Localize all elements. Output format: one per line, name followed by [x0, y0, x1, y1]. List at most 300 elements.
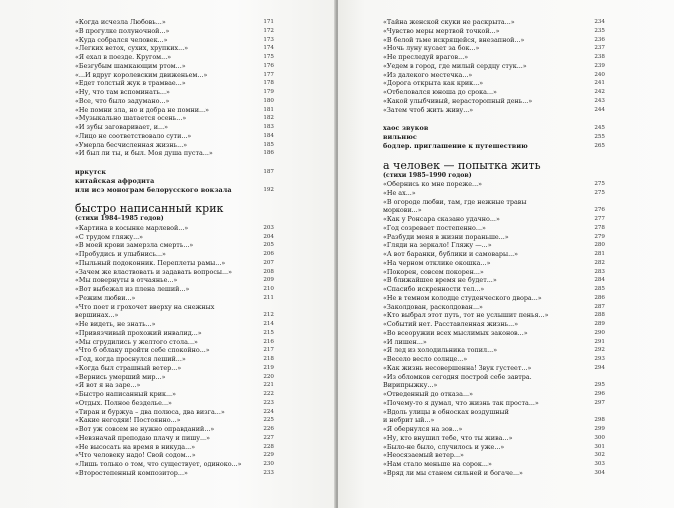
entry-title: «Невзначай преподаю плачу и пишу...»: [75, 433, 210, 442]
entry-title: «В огороде любви, там, где нежные травы: [383, 197, 527, 206]
page-number: 243: [594, 97, 605, 104]
toc-entry: [383, 276, 605, 285]
toc-entry: [383, 416, 605, 425]
page-number: 230: [263, 461, 274, 467]
page-number: 206: [263, 251, 274, 257]
toc-entry: [75, 141, 274, 150]
toc-entry: [75, 329, 274, 338]
page-number: 304: [594, 469, 605, 476]
page-number: 265: [594, 142, 605, 149]
page-number: 284: [594, 277, 605, 284]
toc-entry: [75, 123, 274, 132]
page-number: 180: [263, 97, 274, 104]
toc-entry: [75, 241, 274, 250]
toc-entry: [383, 224, 605, 233]
page-number: 255: [594, 134, 605, 140]
toc-entry: [75, 460, 274, 469]
page-number: 290: [594, 329, 605, 336]
toc-entry: [75, 311, 274, 320]
entry-title: «Второстепенный композитор...»: [75, 468, 188, 477]
entry-title: «...И вдруг королевским движеньем...»: [75, 70, 208, 79]
entry-title: «Мы сгрудились у желтого стола...»: [75, 337, 198, 346]
entry-title: «Кто выбрал этот путь, тот не услышит пенья...»: [383, 311, 549, 320]
toc-entry: [383, 180, 605, 189]
page-number: 296: [594, 391, 605, 397]
left-toc: [75, 18, 274, 478]
toc-entry: [75, 88, 274, 97]
right-plain-entries: [383, 124, 605, 150]
entry-title: «С трудом гляжу...»: [75, 232, 144, 241]
entry-title: «Пыльный подоконник. Переплеты рамы...»: [75, 258, 226, 267]
page-number: 186: [263, 150, 274, 157]
spacer: [75, 194, 274, 202]
entry-title: «Дорога открыта как крик...»: [383, 79, 484, 88]
toc-entry: [75, 106, 274, 115]
toc-entry: [75, 62, 274, 71]
entry-title: «Умерла бесчисленная жизнь...»: [75, 140, 188, 149]
right-page: [338, 0, 674, 508]
entry-title: «Год, когда проснулся леший...»: [75, 355, 186, 363]
page-number: 222: [263, 391, 274, 397]
section-title: а человек — попытка жить: [383, 158, 541, 172]
entry-title: «Привязчивый прохожий инвалид...»: [75, 328, 202, 337]
page-number: 238: [594, 54, 605, 60]
entry-title: «Тиран и буржуа – два полюса, два визга...»: [75, 407, 225, 416]
page-number: 173: [263, 36, 274, 43]
toc-entry: [383, 451, 605, 460]
page-number: 212: [263, 312, 274, 319]
toc-entry: [75, 408, 274, 417]
entry-title: «Лишь только о том, что существует, одиноко...»: [75, 460, 242, 468]
entry-title: «Затем чтоб жить живу...»: [383, 105, 474, 114]
page-number: 242: [594, 89, 605, 95]
entry-title: «Покорен, совсем покорен...»: [383, 267, 484, 276]
toc-entry: [75, 114, 274, 123]
entry-title: «Я обернулся на зов...»: [383, 425, 463, 433]
toc-entry: [383, 320, 605, 329]
page-number: 215: [263, 329, 274, 336]
left-entries-top: [75, 18, 274, 158]
toc-entry: [383, 198, 605, 207]
entry-title: «Чувство меры мертвой точкой...»: [383, 26, 500, 35]
entry-title: «А вот баранки, бублики и самовары...»: [383, 250, 519, 258]
page-number: 204: [263, 233, 274, 240]
entry-title: «Что поет и грохочет вверху на снежных: [75, 302, 215, 311]
entry-title: «Едет толстый жук в трамвае...»: [75, 79, 186, 88]
page-number: 209: [263, 277, 274, 284]
entry-title: «Что человеку надо! Свой содом...»: [75, 451, 196, 460]
page-number: 295: [594, 382, 605, 389]
toc-entry: [383, 250, 605, 259]
right-entries-top: [383, 18, 605, 114]
toc-entry: [383, 18, 605, 27]
entry-title: «Отбеловался юноша до срока...»: [383, 88, 497, 96]
left-plain-entries: [75, 168, 274, 194]
page-number: 281: [594, 251, 605, 257]
page-number: 172: [263, 27, 274, 34]
entry-title: моркови...»: [383, 206, 422, 215]
page-number: 224: [263, 408, 274, 415]
page-number: 218: [263, 356, 274, 362]
entry-title: «В ближайшее время не будет...»: [383, 276, 497, 285]
page-number: 225: [263, 417, 274, 424]
page-number: 300: [594, 434, 605, 441]
page-number: 176: [263, 62, 274, 69]
toc-section-entry: [75, 186, 274, 195]
toc-entry: [383, 53, 605, 62]
page-number: 179: [263, 89, 274, 95]
toc-entry: [383, 294, 605, 303]
spacer: [383, 114, 605, 124]
toc-entry: [75, 416, 274, 425]
page-number: 293: [594, 356, 605, 362]
page-number: 277: [594, 216, 605, 222]
page-number: 291: [594, 338, 605, 345]
toc-entry: [75, 399, 274, 408]
entry-title: «Ну, кто внушил тебе, что ты жива...»: [383, 433, 513, 442]
toc-entry: [383, 189, 605, 198]
page-number: 223: [263, 399, 274, 406]
page-number: 175: [263, 54, 274, 60]
page-number: 184: [263, 132, 274, 139]
page-number: 292: [594, 347, 605, 354]
toc-entry: [383, 88, 605, 97]
entry-title: «Как жизнь несовершенна! Звук густеет...»: [383, 363, 532, 372]
page-number: 210: [263, 286, 274, 292]
page-number: 187: [263, 169, 274, 175]
entry-title: «Во всеоружии всех мыслимых законов...»: [383, 328, 528, 337]
entry-title: «Музыкально шатается осень...»: [75, 114, 187, 123]
entry-title: бодлер. приглашение к путешествию: [383, 141, 528, 150]
page-number: 279: [594, 233, 605, 240]
entry-title: «Вот выбежал из плена леший...»: [75, 285, 190, 293]
page-number: 228: [263, 443, 274, 450]
entry-title: «Событий нет. Расставленная жизнь...»: [383, 320, 519, 328]
toc-entry: [383, 434, 605, 443]
toc-entry: [75, 18, 274, 27]
page-number: 282: [594, 259, 605, 266]
entry-title: «Ночь луну кусает за бок...»: [383, 44, 480, 53]
page-number: 221: [263, 382, 274, 389]
entry-title: «Из далекого местечка...»: [383, 70, 473, 79]
toc-entry: [75, 53, 274, 62]
toc-entry: [383, 259, 605, 268]
page-number: 286: [594, 294, 605, 301]
toc-entry: [383, 338, 605, 347]
toc-entry: [75, 71, 274, 80]
page-number: 297: [594, 399, 605, 406]
toc-entry: [383, 241, 605, 250]
entry-title: «Не помни зла, но и добра не помни...»: [75, 105, 210, 114]
entry-title: «И был ли ты, и был. Моя душа пуста...»: [75, 149, 213, 158]
entry-title: хаос звуков: [383, 124, 429, 133]
entry-title: «Я лед из холодильника топил...»: [383, 346, 498, 355]
toc-entry: [383, 390, 605, 399]
toc-entry: [383, 364, 605, 373]
toc-entry: [75, 364, 274, 373]
entry-title: «Пробудись и улыбнись...»: [75, 250, 166, 258]
toc-entry: [75, 259, 274, 268]
entry-title: «Какие негодяи! Постоянно...»: [75, 416, 181, 425]
toc-entry: [75, 233, 274, 242]
entry-title: «Не преследуй врагов...»: [383, 53, 469, 61]
entry-title: «Год созревает постепенно...»: [383, 223, 486, 232]
entry-title: «Вернись умерший мир...»: [75, 372, 166, 381]
entry-title: «Почему-то я думал, что жизнь так проста...»: [383, 398, 539, 407]
page-number: 205: [263, 242, 274, 249]
right-entries-bottom: [383, 180, 605, 478]
spacer: [383, 151, 605, 159]
entry-title: «Что б облаку пройти себе спокойно...»: [75, 346, 210, 355]
toc-entry: [75, 303, 274, 312]
page-number: 302: [594, 452, 605, 459]
toc-entry: [383, 329, 605, 338]
entry-title: «Я вот я на заре...»: [75, 381, 141, 390]
entry-title: «Уедем в город, где милый сердцу стук...»: [383, 61, 527, 70]
page-number: 216: [263, 338, 274, 345]
toc-section-entry: [383, 124, 605, 133]
toc-entry: [383, 106, 605, 115]
page-number: 177: [263, 71, 274, 78]
toc-entry: [383, 215, 605, 224]
page-number: 287: [594, 303, 605, 310]
page-number: 207: [263, 259, 274, 266]
page-number: 298: [594, 417, 605, 424]
entry-title: «Разбуди меня в жизни пораньше...»: [383, 232, 509, 241]
page-number: 235: [594, 27, 605, 34]
toc-entry: [383, 408, 605, 417]
toc-entry: [75, 149, 274, 158]
toc-entry: [383, 425, 605, 434]
toc-entry: [383, 79, 605, 88]
page-number: 276: [594, 207, 605, 214]
entry-title: Вирипрыжку...»: [383, 381, 438, 390]
toc-entry: [383, 381, 605, 390]
toc-section-entry: [383, 142, 605, 151]
page-number: 289: [594, 321, 605, 327]
page-number: 233: [263, 469, 274, 476]
page-number: 208: [263, 268, 274, 275]
toc-entry: [75, 132, 274, 141]
entry-title: китайская афродита: [75, 176, 155, 185]
entry-title: «Я ехал в поезде. Кругом...»: [75, 53, 172, 61]
entry-title: «В прогулке полуночной...»: [75, 26, 170, 35]
page-number: 229: [263, 452, 274, 459]
toc-entry: [75, 268, 274, 277]
page-number: 211: [263, 294, 274, 301]
entry-title: «Картина в косынке марлевой...»: [75, 223, 189, 232]
page-number: 192: [263, 186, 274, 193]
toc-entry: [383, 268, 605, 277]
section-title: быстро написанный крик: [75, 202, 224, 216]
toc-entry: [383, 233, 605, 242]
entry-title: или исэ монограм белорусского вокзала: [75, 185, 232, 194]
entry-title: «Было-не было, случилось и уже...»: [383, 442, 505, 451]
toc-entry: [75, 250, 274, 259]
page-number: 240: [594, 71, 605, 78]
entry-title: «Вдоль улицы в обносках воздушный: [383, 407, 509, 416]
page-number: 236: [594, 36, 605, 43]
entry-title: «Отдых. Полное безделье...»: [75, 398, 172, 407]
entry-title: «Отведенный до отказа...»: [383, 390, 473, 398]
entry-title: «Гляди на зеркало! Гляжу —...»: [383, 241, 492, 250]
page-number: 278: [594, 224, 605, 231]
page-number: 171: [263, 19, 274, 25]
page-number: 203: [263, 224, 274, 231]
toc-entry: [383, 469, 605, 478]
page-number: 174: [263, 45, 274, 52]
toc-entry: [383, 285, 605, 294]
page-number: 294: [594, 364, 605, 371]
entry-title: «Когда исчезла Любовь...»: [75, 18, 166, 26]
toc-entry: [383, 311, 605, 320]
toc-entry: [383, 206, 605, 215]
entry-title: «И лишен...»: [383, 337, 427, 346]
toc-entry: [383, 27, 605, 36]
toc-entry: [75, 355, 274, 364]
entry-title: «Лицо не соответствовало сути...»: [75, 131, 192, 140]
spacer: [75, 158, 274, 168]
entry-title: «Обернись ко мне пореже...»: [383, 180, 483, 188]
entry-title: «В моей крови замерзла смерть...»: [75, 241, 194, 250]
entry-title: «Вот уж совсем не нужно оправданий...»: [75, 425, 215, 433]
entry-title: вильнюс: [383, 133, 417, 141]
page-number: 234: [594, 19, 605, 25]
page-number: 303: [594, 461, 605, 467]
entry-title: «Быстро написанный крик...»: [75, 390, 176, 398]
entry-title: «Не видеть, не знать...»: [75, 320, 156, 328]
entry-title: иркутск: [75, 168, 107, 176]
toc-entry: [383, 443, 605, 452]
toc-entry: [75, 434, 274, 443]
entry-title: «Неосязаемый ветер...»: [383, 451, 464, 460]
toc-entry: [75, 27, 274, 36]
page-number: 178: [263, 80, 274, 87]
entry-title: «Не ах...»: [383, 188, 416, 197]
page-number: 220: [263, 373, 274, 380]
entry-title: «Нам стало меньше на сорок...»: [383, 460, 492, 468]
page-number: 185: [263, 141, 274, 148]
page-number: 285: [594, 286, 605, 292]
entry-title: вершинах...»: [75, 311, 119, 320]
page-number: 275: [594, 189, 605, 196]
left-page: [0, 0, 336, 508]
toc-entry: [383, 303, 605, 312]
toc-entry: [383, 97, 605, 106]
entry-title: «Зачем же властвовать и задавать вопросы...»: [75, 267, 232, 276]
page-number: 299: [594, 426, 605, 432]
page-number: 239: [594, 62, 605, 69]
entry-title: «И зубы заговаривает, и...»: [75, 123, 169, 131]
entry-title: «Тайна женской скуки не раскрыта...»: [383, 18, 515, 26]
entry-title: «Как у Ронсара сказано удачно...»: [383, 215, 500, 223]
toc-entry: [75, 443, 274, 452]
page-number: 217: [263, 347, 274, 354]
page-number: 288: [594, 312, 605, 319]
toc-entry: [383, 355, 605, 364]
toc-entry: [383, 460, 605, 469]
toc-entry: [383, 346, 605, 355]
toc-entry: [75, 381, 274, 390]
toc-section-entry: [383, 133, 605, 142]
page-number: 219: [263, 364, 274, 371]
toc-entry: [75, 451, 274, 460]
toc-section-entry: [75, 177, 274, 186]
page-number: 241: [594, 80, 605, 87]
page-number: 301: [594, 443, 605, 450]
entry-title: «Из обломков сегодня построй себе завтра.: [383, 372, 532, 381]
entry-title: «Мы повернуты в отчаянье...»: [75, 276, 178, 285]
entry-title: «Вряд ли мы станем сильней и богаче...»: [383, 468, 523, 477]
toc-entry: [383, 44, 605, 53]
entry-title: «Заколдован, расколдован...»: [383, 302, 483, 311]
toc-entry: [75, 320, 274, 329]
entry-title: «Режим любви...»: [75, 293, 136, 302]
toc-entry: [75, 44, 274, 53]
entry-title: и небрит ый...»: [383, 416, 435, 425]
toc-entry: [75, 79, 274, 88]
page-number: 237: [594, 45, 605, 52]
entry-title: «Весело весло солнце...»: [383, 355, 468, 363]
page-number: 226: [263, 426, 274, 432]
section-subtitle: (стихи 1984–1985 годов): [75, 215, 164, 223]
entry-title: «Безгубым шамкающим ртом...»: [75, 61, 186, 70]
page-number: 280: [594, 242, 605, 249]
page-number: 245: [594, 125, 605, 132]
entry-title: «Все, что было задумано...»: [75, 96, 170, 105]
page-number: 214: [263, 321, 274, 327]
toc-entry: [75, 469, 274, 478]
toc-entry: [75, 338, 274, 347]
toc-entry: [75, 224, 274, 233]
entry-title: «Куда собрался человек...»: [75, 35, 168, 44]
toc-entry: [75, 373, 274, 382]
toc-entry: [75, 390, 274, 399]
entry-title: «Какой улыбчивый, нерасторопный день...»: [383, 96, 533, 105]
page-number: 183: [263, 124, 274, 130]
toc-entry: [383, 62, 605, 71]
entry-title: «Ну, что там вспоминать...»: [75, 88, 170, 96]
toc-section-entry: [75, 168, 274, 177]
entry-title: «На черном отклике окошка...»: [383, 258, 491, 267]
page-number: 283: [594, 268, 605, 275]
left-entries-bottom: [75, 224, 274, 478]
page-number: 227: [263, 434, 274, 441]
page-number: 244: [594, 106, 605, 113]
page-number: 181: [263, 106, 274, 113]
entry-title: «В белой тьме искрящейся, внезапной...»: [383, 35, 525, 44]
toc-entry: [383, 399, 605, 408]
toc-entry: [383, 373, 605, 382]
toc-entry: [383, 36, 605, 45]
entry-title: «Легких ветох, сухих, хрупких...»: [75, 44, 189, 53]
toc-entry: [75, 425, 274, 434]
right-toc: [383, 18, 605, 478]
toc-entry: [75, 36, 274, 45]
toc-entry: [383, 71, 605, 80]
entry-title: «Спасибо искренности тел...»: [383, 285, 485, 293]
page-number: 275: [594, 181, 605, 187]
entry-title: «Не в темном колодце студенческого двора...»: [383, 293, 542, 302]
entry-title: «Когда был страшный ветер...»: [75, 363, 182, 372]
page-number: 182: [263, 115, 274, 122]
toc-entry: [75, 97, 274, 106]
toc-entry: [75, 276, 274, 285]
toc-entry: [75, 285, 274, 294]
section-subtitle: (стихи 1985–1990 годов): [383, 171, 472, 179]
toc-entry: [75, 294, 274, 303]
toc-entry: [75, 346, 274, 355]
